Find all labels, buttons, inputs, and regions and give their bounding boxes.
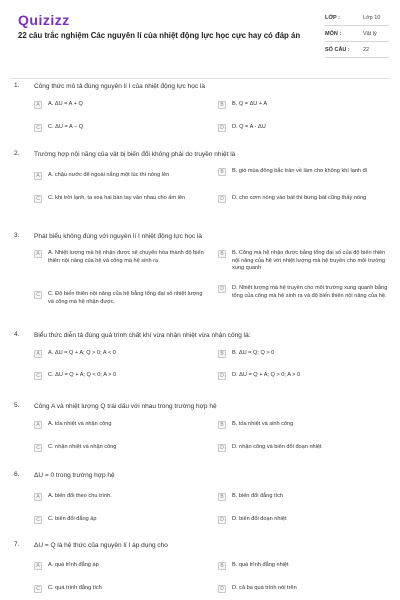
quizizz-logo: Quizizz (18, 12, 70, 28)
option-b[interactable] (218, 250, 390, 273)
option-text: C. khi trời lạnh, ta xoa hai bàn tay vào nhau cho ấm lên (48, 195, 186, 201)
option-a[interactable] (34, 421, 204, 429)
header (0, 0, 400, 72)
option-letter-box: A (34, 350, 42, 358)
option-b[interactable] (218, 493, 388, 501)
option-letter-box: D (218, 195, 226, 203)
option-text: D. biến đổi đoạn nhiệt (232, 516, 287, 522)
option-text: A. quá trình đẳng áp (48, 562, 99, 568)
question-text: ΔU = 0 trong trường hợp hệ (34, 472, 115, 479)
question-text: Biểu thức diễn tả đúng quá trình chất khí vừa nhận nhiệt vừa nhận công là: (34, 332, 251, 339)
meta-row-grade (325, 10, 389, 26)
option-letter-box: D (218, 585, 226, 593)
option-c[interactable] (34, 444, 204, 452)
option-text: B. Q = ΔU + A (232, 101, 268, 107)
option-text: C. biến đổi đẳng áp (48, 516, 97, 522)
option-text: D. ΔU = Q + A; Q > 0; A > 0 (232, 372, 301, 378)
meta-value: 22 (363, 46, 370, 53)
option-letter-box: C (34, 585, 42, 593)
option-letter-box: C (34, 372, 42, 380)
option-text: B. gió mùa đông bắc tràn về làm cho không khí lạnh đi (232, 168, 367, 174)
option-letter-box: B (218, 421, 226, 429)
question-text: ΔU = Q là hệ thức của nguyên lí I áp dụng cho (34, 542, 168, 549)
option-letter-box: A (34, 562, 42, 570)
question-number: 2. (14, 150, 20, 157)
option-letter-box: B (218, 562, 226, 570)
option-text: B. Công mà hệ nhận được bằng tổng đại số của độ biến thiên nội năng của hệ với nhiệt lượng mà hệ truyền cho môi trường xung quanh (232, 250, 386, 271)
option-text: A. tỏa nhiệt và nhận công (48, 421, 112, 427)
option-letter-box: D (218, 372, 226, 380)
option-text: C. Độ biến thiên nội năng của hệ bằng tổng đại số nhiệt lượng và công mà hệ nhận được. (48, 291, 203, 305)
option-text: A. ΔU = A + Q (48, 101, 83, 107)
meta-label: MÔN : (325, 30, 342, 37)
option-text: C. ΔU = A − Q (48, 124, 84, 130)
option-letter-box: A (34, 101, 42, 109)
option-letter-box: D (218, 285, 226, 293)
option-letter-box: B (218, 168, 226, 176)
page-title: 22 câu trắc nghiệm Các nguyên lí của nhiệt động lực học cực hay có đáp án (18, 31, 301, 40)
option-a[interactable] (34, 172, 204, 180)
option-text: D. Q = A - ΔU (232, 124, 266, 130)
option-letter-box: C (34, 195, 42, 203)
option-letter-box: C (34, 124, 42, 132)
option-a[interactable] (34, 562, 204, 570)
option-letter-box: B (218, 101, 226, 109)
option-text: A. ΔU = Q + A; Q > 0; A < 0 (48, 350, 116, 356)
option-letter-box: A (34, 493, 42, 501)
meta-value: Vật lý (363, 30, 377, 37)
question-number: 7. (14, 541, 20, 548)
option-d[interactable] (218, 444, 388, 452)
option-d[interactable] (218, 285, 390, 300)
option-text: D. cả ba quá trình nói trên (232, 585, 297, 591)
option-letter-box: D (218, 444, 226, 452)
option-text: A. chậu nước để ngoài nắng một lúc thì nóng lên (48, 172, 170, 178)
option-text: B. ΔU = Q; Q > 0 (232, 350, 275, 356)
option-b[interactable] (218, 421, 388, 429)
option-b[interactable] (218, 562, 388, 570)
option-text: D. Nhiệt lượng mà hệ truyền cho môi trường xung quanh bằng tổng của công mà hệ sinh ra và độ biến thiên nội năng của hệ. (232, 285, 388, 299)
meta-box (325, 10, 389, 58)
option-a[interactable] (34, 493, 204, 501)
option-letter-box: C (34, 516, 42, 524)
option-text: B. tỏa nhiệt và sinh công (232, 421, 294, 427)
header-divider (10, 78, 390, 79)
meta-label: LỚP : (325, 14, 340, 21)
question-number: 3. (14, 232, 20, 239)
option-text: A. Nhiệt lượng mà hệ nhận được sẽ chuyển hóa thành độ biến thiên nội năng của hệ và công mà hệ sinh ra (48, 250, 204, 264)
option-letter-box: C (34, 444, 42, 452)
option-letter-box: A (34, 172, 42, 180)
option-letter-box: B (218, 250, 226, 258)
option-c[interactable] (34, 195, 204, 203)
option-letter-box: C (34, 291, 42, 299)
option-d[interactable] (218, 124, 388, 132)
question-number: 6. (14, 471, 20, 478)
option-text: B. quá trình đẳng nhiệt (232, 562, 289, 568)
option-b[interactable] (218, 101, 388, 109)
option-d[interactable] (218, 585, 388, 593)
option-letter-box: D (218, 124, 226, 132)
option-d[interactable] (218, 516, 388, 524)
option-text: C. nhận nhiệt và nhận công (48, 444, 117, 450)
option-text: C. quá trình đẳng tích (48, 585, 102, 591)
option-c[interactable] (34, 585, 204, 593)
option-letter-box: A (34, 421, 42, 429)
option-text: D. cho cơm nóng vào bát thì bưng bát cũng thấy nóng (232, 195, 367, 201)
option-d[interactable] (218, 372, 388, 380)
option-letter-box: D (218, 516, 226, 524)
meta-value: Lớp 10 (363, 14, 381, 21)
question-number: 1. (14, 82, 20, 89)
option-text: D. nhận công và biến đổi đoạn nhiệt (232, 444, 322, 450)
meta-row-count (325, 42, 389, 58)
option-d[interactable] (218, 195, 388, 203)
option-c[interactable] (34, 372, 204, 380)
option-letter-box: B (218, 350, 226, 358)
option-a[interactable] (34, 250, 204, 265)
option-letter-box: B (218, 493, 226, 501)
question-number: 5. (14, 402, 20, 409)
option-a[interactable] (34, 101, 204, 109)
meta-label: SỐ CÂU : (325, 46, 350, 53)
option-a[interactable] (34, 350, 204, 358)
option-b[interactable] (218, 168, 388, 176)
meta-row-subject (325, 26, 389, 42)
question-text: Công thức mô tả đúng nguyên lí I của nhiệt động lực học là (34, 83, 205, 90)
question-number: 4. (14, 331, 20, 338)
question-text: Phát biểu không đúng với nguyên lí I nhiệt động lực học là (34, 233, 202, 240)
question-text: Công A và nhiệt lượng Q trái dấu với nhau trong trường hợp hệ (34, 403, 217, 410)
option-c[interactable] (34, 291, 204, 306)
option-c[interactable] (34, 516, 204, 524)
option-b[interactable] (218, 350, 388, 358)
question-text: Trường hợp nội năng của vật bị biến đổi không phải do truyền nhiệt là (34, 151, 236, 158)
option-text: A. biến đổi theo chu trình. (48, 493, 112, 499)
option-text: B. biến đổi đẳng tích (232, 493, 284, 499)
option-c[interactable] (34, 124, 204, 132)
option-text: C. ΔU = Q + A; Q < 0; A > 0 (48, 372, 117, 378)
option-letter-box: A (34, 250, 42, 258)
